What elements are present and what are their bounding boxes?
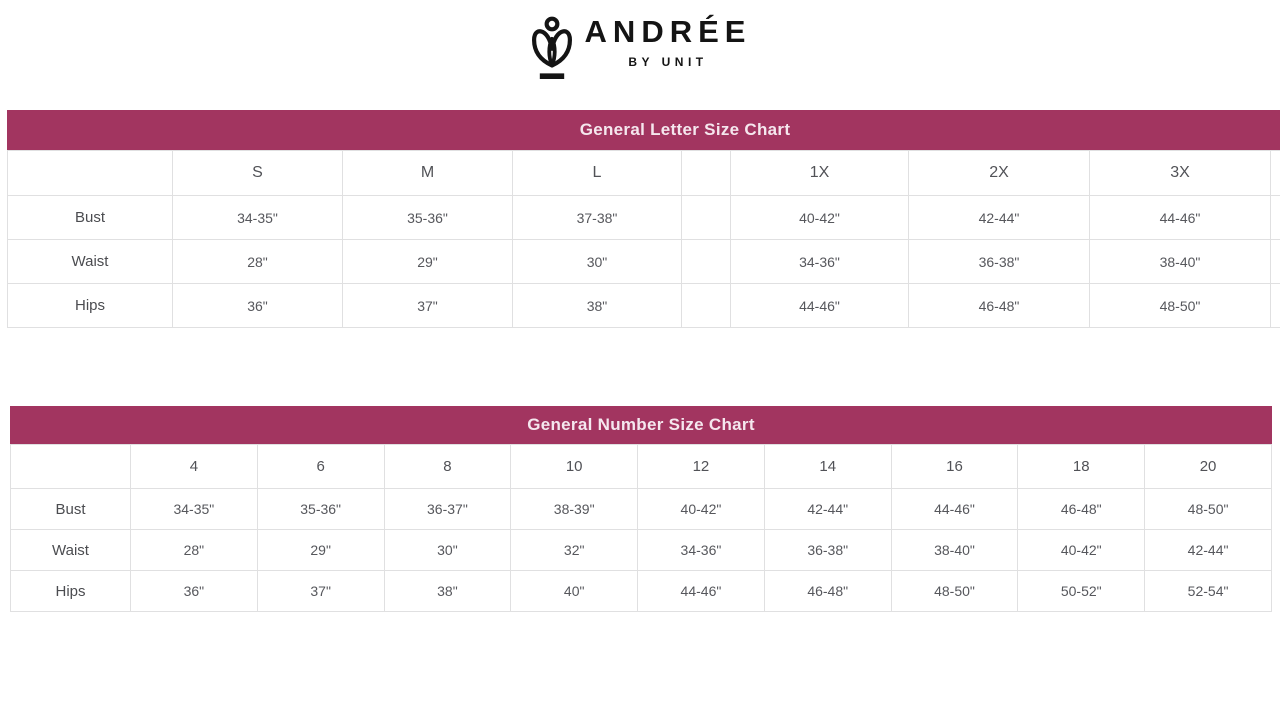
size-cell: 30": [384, 530, 511, 571]
size-cell: [1271, 240, 1280, 284]
brand-header: [0, 14, 1280, 80]
column-header: 14: [764, 445, 891, 489]
column-header: 1X: [731, 151, 909, 196]
size-cell: 42-44": [764, 489, 891, 530]
size-cell: 38": [513, 284, 682, 328]
row-label: Hips: [11, 571, 131, 612]
size-cell: 30": [513, 240, 682, 284]
size-cell: 29": [343, 240, 513, 284]
column-header: M: [343, 151, 513, 196]
column-header: 6: [257, 445, 384, 489]
size-cell: 48-50": [1090, 284, 1271, 328]
column-header: 16: [891, 445, 1018, 489]
logo-text: [585, 14, 752, 69]
table-row: [11, 571, 1272, 612]
size-cell: 40": [511, 571, 638, 612]
size-cell: 38-40": [891, 530, 1018, 571]
size-cell: 40-42": [638, 489, 765, 530]
size-cell: 28": [173, 240, 343, 284]
size-cell: 36-38": [909, 240, 1090, 284]
size-cell: 34-36": [638, 530, 765, 571]
column-header: 3X: [1090, 151, 1271, 196]
row-label: Waist: [8, 240, 173, 284]
column-header: 4: [131, 445, 258, 489]
letter-size-table: [7, 150, 1280, 328]
size-cell: 42-44": [1145, 530, 1272, 571]
size-cell: 37": [343, 284, 513, 328]
size-cell: 29": [257, 530, 384, 571]
brand-name: ANDRÉE: [584, 14, 752, 49]
table-row: [8, 284, 1280, 328]
column-header: S: [173, 151, 343, 196]
column-header-row: [11, 445, 1272, 489]
size-cell: 35-36": [257, 489, 384, 530]
corner-cell: [8, 151, 173, 196]
size-cell: 32": [511, 530, 638, 571]
size-cell: [682, 196, 731, 240]
size-cell: 38-40": [1090, 240, 1271, 284]
size-cell: 40-42": [1018, 530, 1145, 571]
column-header: 10: [511, 445, 638, 489]
size-cell: 34-35": [173, 196, 343, 240]
corner-cell: [11, 445, 131, 489]
row-label: Bust: [11, 489, 131, 530]
size-cell: 35-36": [343, 196, 513, 240]
row-label: Bust: [8, 196, 173, 240]
table-row: [8, 196, 1280, 240]
size-cell: 40-42": [731, 196, 909, 240]
size-cell: 44-46": [891, 489, 1018, 530]
size-cell: 38": [384, 571, 511, 612]
size-cell: [1271, 196, 1280, 240]
size-cell: 52-54": [1145, 571, 1272, 612]
row-label: Hips: [8, 284, 173, 328]
column-header: 18: [1018, 445, 1145, 489]
size-cell: 48-50": [1145, 489, 1272, 530]
brand-subtitle: BY UNIT: [628, 54, 708, 69]
brand-logo: [529, 14, 752, 80]
tulip-icon: [529, 16, 575, 80]
size-cell: 38-39": [511, 489, 638, 530]
column-header: 20: [1145, 445, 1272, 489]
column-header: 8: [384, 445, 511, 489]
size-cell: 36": [131, 571, 258, 612]
size-cell: 46-48": [764, 571, 891, 612]
letter-chart-title-bar: General Letter Size Chart: [7, 110, 1280, 150]
column-header-row: [8, 151, 1280, 196]
size-cell: 34-36": [731, 240, 909, 284]
letter-size-chart-section: [7, 110, 1280, 328]
size-cell: [682, 284, 731, 328]
size-cell: [682, 240, 731, 284]
column-header: L: [513, 151, 682, 196]
number-size-chart-section: [10, 406, 1272, 612]
column-header: [1271, 151, 1280, 196]
table-row: [8, 240, 1280, 284]
size-cell: 34-35": [131, 489, 258, 530]
number-size-table: [10, 444, 1272, 612]
size-cell: 28": [131, 530, 258, 571]
number-chart-title-bar: General Number Size Chart: [10, 406, 1272, 444]
size-cell: 46-48": [909, 284, 1090, 328]
size-cell: 44-46": [731, 284, 909, 328]
size-cell: 46-48": [1018, 489, 1145, 530]
column-header: [682, 151, 731, 196]
size-cell: [1271, 284, 1280, 328]
size-cell: 42-44": [909, 196, 1090, 240]
table-row: [11, 489, 1272, 530]
size-cell: 50-52": [1018, 571, 1145, 612]
size-cell: 36-38": [764, 530, 891, 571]
size-cell: 36-37": [384, 489, 511, 530]
size-cell: 37": [257, 571, 384, 612]
row-label: Waist: [11, 530, 131, 571]
size-cell: 44-46": [1090, 196, 1271, 240]
table-row: [11, 530, 1272, 571]
column-header: 2X: [909, 151, 1090, 196]
size-cell: 44-46": [638, 571, 765, 612]
size-cell: 37-38": [513, 196, 682, 240]
size-cell: 36": [173, 284, 343, 328]
column-header: 12: [638, 445, 765, 489]
size-cell: 48-50": [891, 571, 1018, 612]
